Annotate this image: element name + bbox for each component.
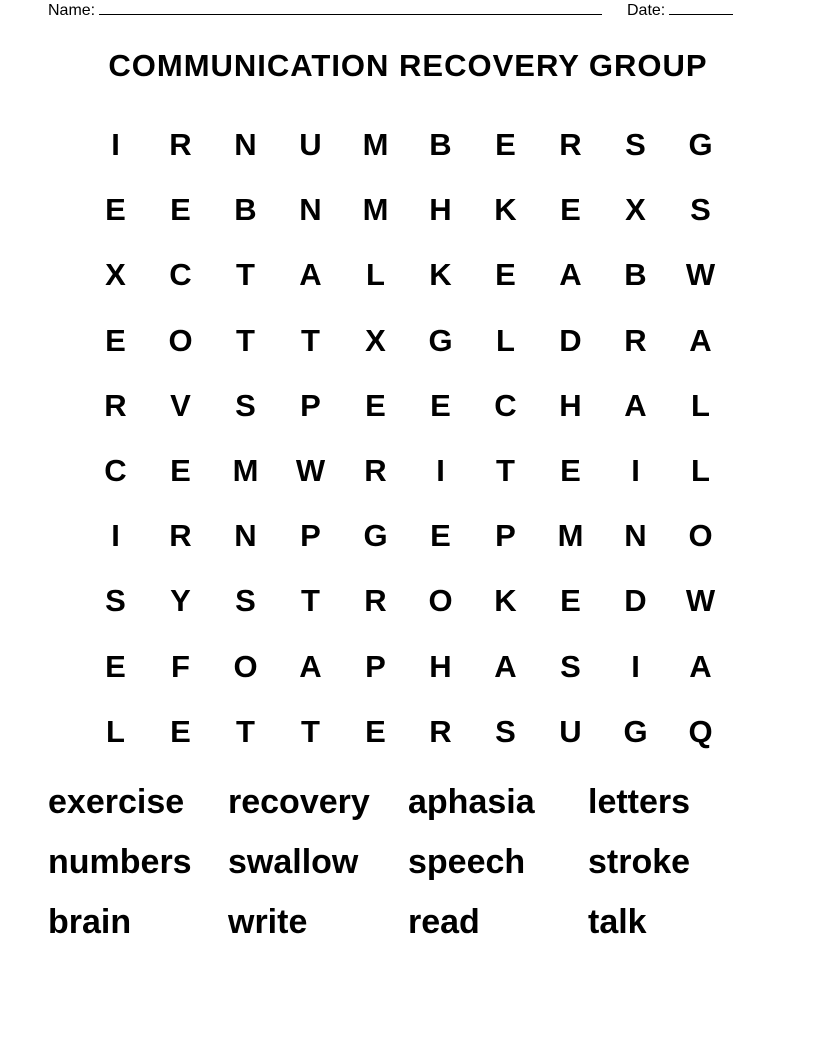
grid-letter[interactable]: L bbox=[691, 452, 710, 488]
grid-letter[interactable]: T bbox=[301, 322, 320, 358]
grid-letter[interactable]: N bbox=[234, 127, 257, 162]
grid-letter[interactable]: E bbox=[495, 127, 516, 162]
word-bank-row bbox=[48, 898, 768, 958]
grid-letter[interactable]: T bbox=[301, 583, 320, 619]
grid-letter[interactable]: L bbox=[691, 387, 710, 423]
name-blank-line[interactable] bbox=[99, 0, 602, 15]
grid-letter[interactable]: P bbox=[495, 518, 516, 554]
grid-letter[interactable]: C bbox=[169, 257, 192, 293]
grid-row bbox=[83, 308, 733, 373]
grid-letter[interactable]: O bbox=[168, 322, 193, 358]
grid-row bbox=[83, 373, 733, 438]
grid-letter[interactable]: I bbox=[111, 127, 120, 162]
grid-letter[interactable]: R bbox=[169, 518, 192, 554]
word-bank-item: write bbox=[228, 903, 308, 941]
grid-letter[interactable]: E bbox=[365, 713, 386, 749]
grid-row bbox=[83, 503, 733, 568]
word-bank-item: exercise bbox=[48, 783, 185, 821]
grid-letter[interactable]: E bbox=[170, 713, 191, 749]
grid-letter[interactable]: T bbox=[236, 257, 255, 293]
grid-row bbox=[83, 568, 733, 633]
grid-letter[interactable]: E bbox=[105, 648, 126, 684]
word-bank-item: speech bbox=[408, 843, 526, 881]
grid-letter[interactable]: B bbox=[624, 257, 647, 293]
grid-letter[interactable]: I bbox=[631, 648, 640, 684]
grid-letter[interactable]: L bbox=[366, 257, 385, 293]
grid-letter[interactable]: W bbox=[685, 257, 716, 293]
grid-letter[interactable]: T bbox=[236, 713, 255, 749]
grid-letter[interactable]: R bbox=[364, 583, 387, 619]
grid-letter[interactable]: E bbox=[430, 387, 451, 423]
grid-letter[interactable]: E bbox=[560, 192, 581, 228]
grid-letter[interactable]: N bbox=[299, 192, 322, 228]
header bbox=[48, 0, 748, 20]
word-bank-item: stroke bbox=[588, 843, 691, 881]
grid-letter[interactable]: P bbox=[300, 387, 321, 423]
grid-row bbox=[83, 242, 733, 307]
date-blank-line[interactable] bbox=[669, 0, 733, 15]
grid-letter[interactable]: C bbox=[104, 452, 127, 488]
grid-row bbox=[83, 438, 733, 503]
grid-letter[interactable]: S bbox=[235, 387, 256, 423]
grid-letter[interactable]: A bbox=[624, 387, 647, 423]
grid-letter[interactable]: E bbox=[430, 518, 451, 554]
grid-letter[interactable]: R bbox=[104, 387, 127, 423]
grid-letter[interactable]: R bbox=[429, 713, 452, 749]
date-field bbox=[627, 0, 733, 21]
grid-letter[interactable]: K bbox=[494, 192, 517, 228]
grid-letter[interactable]: T bbox=[236, 322, 255, 358]
grid-letter[interactable]: P bbox=[300, 518, 321, 554]
grid-letter[interactable]: A bbox=[689, 322, 712, 358]
grid-letter[interactable]: M bbox=[557, 518, 584, 554]
grid-row bbox=[83, 112, 733, 177]
grid-letter[interactable]: H bbox=[429, 192, 452, 228]
grid-letter[interactable]: E bbox=[170, 192, 191, 228]
grid-letter[interactable]: I bbox=[436, 452, 445, 488]
grid-letter[interactable]: H bbox=[429, 648, 452, 684]
grid-letter[interactable]: P bbox=[365, 648, 386, 684]
grid-letter[interactable]: R bbox=[364, 452, 387, 488]
word-bank-item: numbers bbox=[48, 843, 192, 881]
grid-letter[interactable]: L bbox=[496, 322, 515, 358]
grid-letter[interactable]: E bbox=[560, 583, 581, 619]
grid-letter[interactable]: N bbox=[234, 518, 257, 554]
grid-letter[interactable]: S bbox=[690, 192, 711, 228]
grid-letter[interactable]: E bbox=[170, 452, 191, 488]
grid-letter[interactable]: R bbox=[169, 127, 192, 162]
word-bank-item: letters bbox=[588, 783, 691, 821]
grid-letter[interactable]: S bbox=[495, 713, 516, 749]
grid-letter[interactable]: T bbox=[301, 713, 320, 749]
grid-letter[interactable]: E bbox=[105, 192, 126, 228]
grid-letter[interactable]: M bbox=[362, 192, 389, 228]
grid-letter[interactable]: D bbox=[624, 583, 647, 619]
grid-letter[interactable]: A bbox=[299, 257, 322, 293]
grid-letter[interactable]: E bbox=[560, 452, 581, 488]
grid-letter[interactable]: O bbox=[233, 648, 258, 684]
grid-letter[interactable]: S bbox=[560, 648, 581, 684]
grid-letter[interactable]: F bbox=[171, 648, 190, 684]
grid-letter[interactable]: S bbox=[625, 127, 646, 162]
grid-letter[interactable]: H bbox=[559, 387, 582, 423]
grid-letter[interactable]: G bbox=[623, 713, 648, 749]
grid-letter[interactable]: V bbox=[170, 387, 191, 423]
grid-letter[interactable]: S bbox=[235, 583, 256, 619]
grid-letter[interactable]: D bbox=[559, 322, 582, 358]
grid-row bbox=[83, 699, 733, 764]
grid-letter[interactable]: T bbox=[496, 452, 515, 488]
grid-letter[interactable]: B bbox=[234, 192, 257, 228]
grid-row bbox=[83, 177, 733, 242]
grid-letter[interactable]: N bbox=[624, 518, 647, 554]
word-bank bbox=[48, 778, 768, 958]
grid-letter[interactable]: A bbox=[299, 648, 322, 684]
grid-letter[interactable]: U bbox=[299, 127, 322, 162]
word-bank-item: swallow bbox=[228, 843, 359, 881]
grid-letter[interactable]: R bbox=[559, 127, 582, 162]
grid-letter[interactable]: A bbox=[559, 257, 582, 293]
grid-letter[interactable]: Y bbox=[170, 583, 191, 619]
grid-letter[interactable]: K bbox=[494, 583, 517, 619]
grid-letter[interactable]: G bbox=[428, 322, 453, 358]
grid-letter[interactable]: E bbox=[105, 322, 126, 358]
grid-letter[interactable]: Q bbox=[688, 713, 713, 749]
grid-letter[interactable]: G bbox=[363, 518, 388, 554]
grid-letter[interactable]: I bbox=[111, 518, 120, 554]
grid-letter[interactable]: C bbox=[494, 387, 517, 423]
page-title: COMMUNICATION RECOVERY GROUP bbox=[108, 48, 708, 83]
date-label: Date: bbox=[627, 2, 666, 19]
grid-letter[interactable]: O bbox=[688, 518, 713, 554]
grid-letter[interactable]: I bbox=[631, 452, 640, 488]
grid-letter[interactable]: A bbox=[689, 648, 712, 684]
grid-letter[interactable]: B bbox=[429, 127, 452, 162]
word-bank-row bbox=[48, 778, 768, 838]
grid-letter[interactable]: O bbox=[428, 583, 453, 619]
grid-letter[interactable]: M bbox=[232, 452, 259, 488]
grid-letter[interactable]: E bbox=[495, 257, 516, 293]
grid-letter[interactable]: A bbox=[494, 648, 517, 684]
grid-letter[interactable]: R bbox=[624, 322, 647, 358]
grid-letter[interactable]: X bbox=[625, 192, 646, 228]
grid-letter[interactable]: L bbox=[106, 713, 125, 749]
word-bank-item: brain bbox=[48, 903, 132, 941]
grid-letter[interactable]: X bbox=[365, 322, 386, 358]
grid-row bbox=[83, 634, 733, 699]
grid-letter[interactable]: W bbox=[685, 583, 716, 619]
grid-letter[interactable]: S bbox=[105, 583, 126, 619]
word-bank-item: recovery bbox=[228, 783, 370, 821]
word-bank-item: aphasia bbox=[408, 783, 535, 821]
word-bank-item: talk bbox=[588, 903, 647, 941]
grid-letter[interactable]: W bbox=[295, 452, 326, 488]
word-bank-row bbox=[48, 838, 768, 898]
grid-letter[interactable]: E bbox=[365, 387, 386, 423]
grid-letter[interactable]: U bbox=[559, 713, 582, 749]
grid-letter[interactable]: G bbox=[688, 127, 713, 162]
grid-letter[interactable]: X bbox=[105, 257, 126, 293]
grid-letter[interactable]: K bbox=[429, 257, 452, 293]
grid-letter[interactable]: M bbox=[362, 127, 389, 162]
word-search-grid bbox=[83, 112, 733, 764]
name-label: Name: bbox=[48, 2, 96, 19]
word-bank-item: read bbox=[408, 903, 480, 941]
